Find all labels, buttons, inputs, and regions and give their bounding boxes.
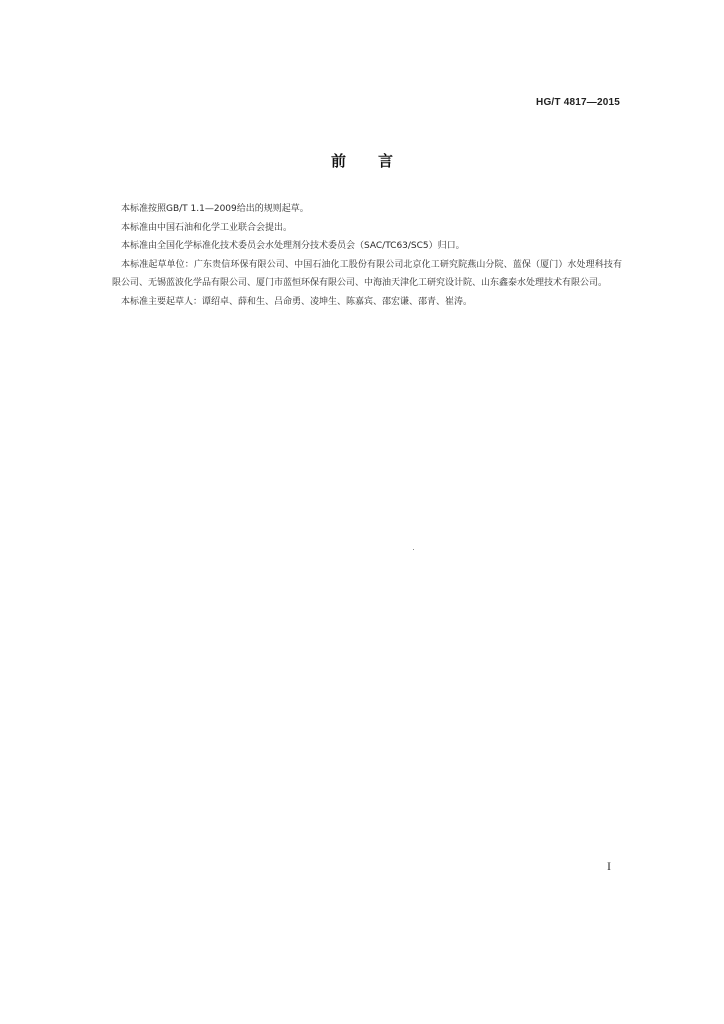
page-title (0, 150, 724, 171)
paragraph-drafting-rules: 本标准按照GB/T 1.1—2009给出的规则起草。 (121, 204, 309, 214)
title-char-2: 言 (378, 152, 394, 170)
foreword-body (112, 200, 622, 311)
paragraph-committee: 本标准由全国化学标准化技术委员会水处理剂分技术委员会（SAC/TC63/SC5）归口。 (121, 241, 465, 251)
page-number: I (607, 859, 611, 873)
scan-speck (413, 549, 414, 550)
standard-code: HG/T 4817—2015 (536, 97, 620, 108)
paragraph-proposer: 本标准由中国石油和化学工业联合会提出。 (121, 222, 293, 233)
paragraph-drafters: 本标准主要起草人：谭绍卓、薛和生、吕命勇、凌坤生、陈嘉宾、邵宏谦、邵青、崔涛。 (121, 296, 473, 307)
title-char-1: 前 (330, 152, 346, 170)
paragraph-drafting-units: 本标准起草单位：广东贵信环保有限公司、中国石油化工股份有限公司北京化工研究院燕山分院、蓝保（厦门）水处理科技有限公司、无锡蓝波化学品有限公司、厦门市蓝恒环保有限公司、中海油天津化工研究设计院、山东鑫泰水处理技术有限公司。 (112, 259, 622, 288)
